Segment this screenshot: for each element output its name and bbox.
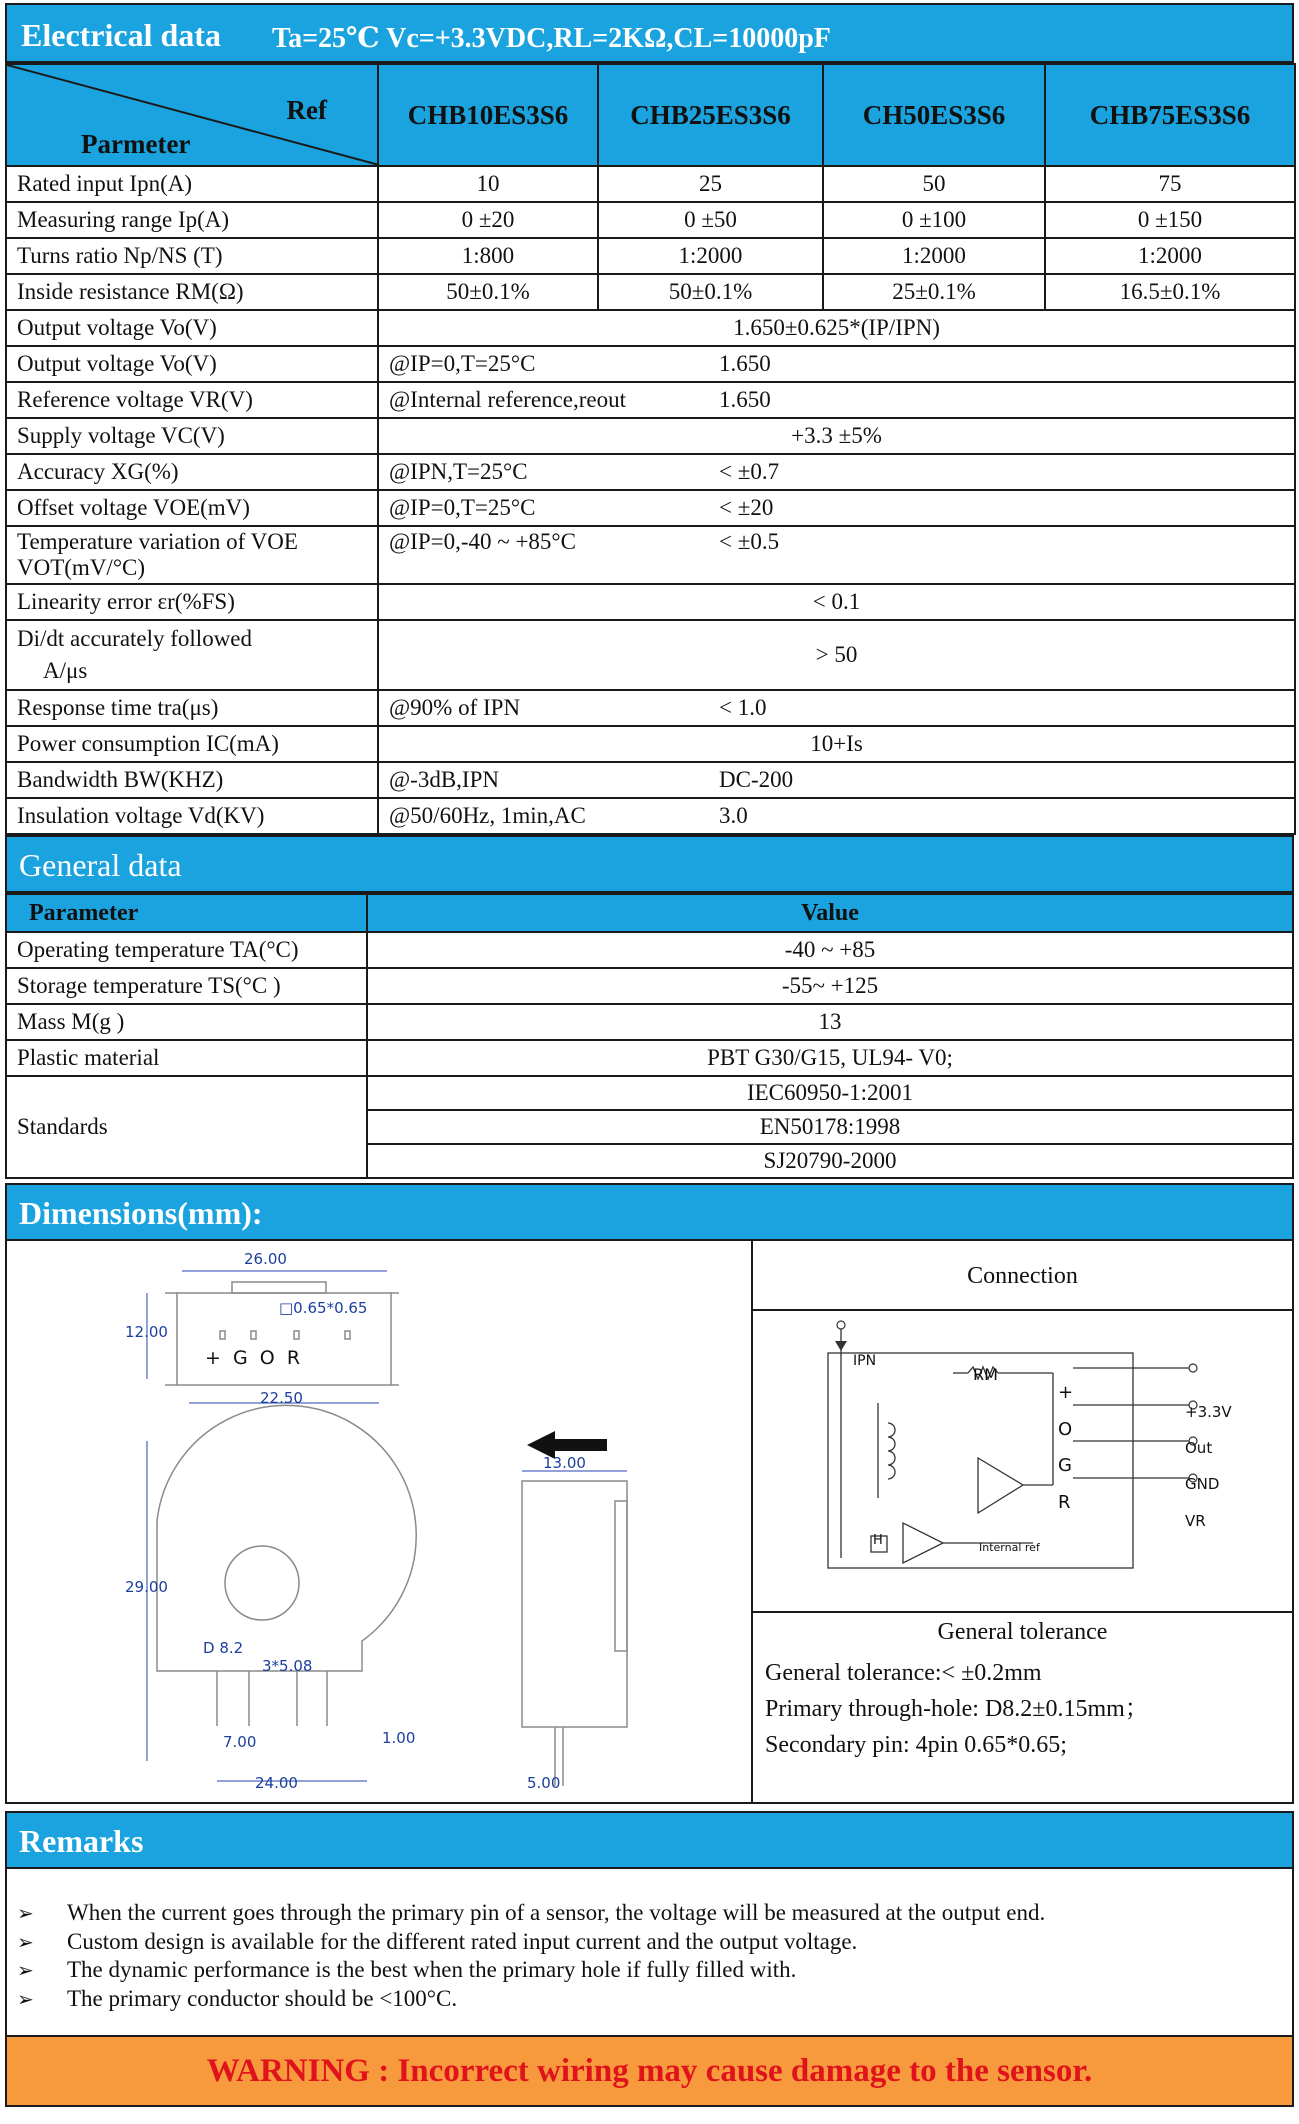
condition-text: @IP=0,T=25°C — [389, 495, 536, 520]
table-row — [6, 202, 1295, 238]
value-cell: < 0.1 — [378, 584, 1295, 620]
list-item — [17, 1899, 1282, 1928]
dimensions-header — [5, 1183, 1294, 1241]
cond-value-cell — [378, 526, 1295, 584]
param-cell: Bandwidth BW(KHZ) — [6, 762, 378, 798]
param-cell: Linearity error εr(%FS) — [6, 584, 378, 620]
tolerance-lines — [765, 1655, 1149, 1763]
electrical-data-header — [5, 3, 1294, 63]
value-cell: 0 ±150 — [1045, 202, 1295, 238]
table-row — [6, 382, 1295, 418]
pin-label-g: G — [1058, 1455, 1072, 1476]
output-label: VR — [1185, 1512, 1206, 1530]
value-cell: SJ20790-2000 — [367, 1144, 1293, 1178]
parameter-label: Parmeter — [81, 129, 191, 159]
dim-label: 29.00 — [125, 1578, 168, 1596]
table-row — [6, 418, 1295, 454]
value-cell: 1:2000 — [1045, 238, 1295, 274]
condition-text: @IP=0,T=25°C — [389, 351, 536, 376]
param-cell — [6, 620, 378, 690]
value-text: DC-200 — [719, 767, 794, 792]
value-cell: PBT G30/G15, UL94- V0; — [367, 1040, 1293, 1076]
value-cell: 0 ±50 — [598, 202, 823, 238]
remark-text: The primary conductor should be <100°C. — [67, 1985, 458, 2011]
pin-label-plus: + — [1058, 1382, 1074, 1403]
param-cell: Output voltage Vo(V) — [6, 310, 378, 346]
remark-text: The dynamic performance is the best when the primary hole if fully filled with. — [67, 1957, 797, 1982]
value-cell: 75 — [1045, 166, 1295, 202]
general-table — [5, 893, 1294, 1179]
dim-label: 3*5.08 — [262, 1657, 313, 1675]
tolerance-title: General tolerance — [753, 1611, 1292, 1651]
value-cell: 10 — [378, 166, 598, 202]
table-row — [6, 310, 1295, 346]
table-row — [6, 968, 1293, 1004]
value-cell: EN50178:1998 — [367, 1110, 1293, 1144]
condition-text: @IP=0,-40 ~ +85°C — [389, 529, 576, 554]
value-cell: -55~ +125 — [367, 968, 1293, 1004]
param-cell: Standards — [6, 1076, 367, 1178]
param-line: Temperature variation of VOE — [17, 529, 298, 554]
value-cell: -40 ~ +85 — [367, 932, 1293, 968]
internal-ref-label: Internal ref — [979, 1541, 1040, 1554]
table-row — [6, 798, 1295, 834]
value-cell: 1:800 — [378, 238, 598, 274]
connection-title: Connection — [753, 1241, 1292, 1311]
rm-label: RM — [973, 1365, 998, 1384]
param-cell: Turns ratio Np/NS (T) — [6, 238, 378, 274]
model-header: CHB10ES3S6 — [378, 64, 598, 166]
remark-text: Custom design is available for the different rated input current and the output voltage. — [67, 1928, 858, 1954]
table-row — [6, 238, 1295, 274]
value-cell: 50±0.1% — [598, 274, 823, 310]
param-cell: Plastic material — [6, 1040, 367, 1076]
param-cell: Response time tra(μs) — [6, 690, 378, 726]
pin-label-r: R — [1058, 1492, 1071, 1513]
value-text: < 1.0 — [719, 695, 767, 720]
param-cell: Output voltage Vo(V) — [6, 346, 378, 382]
table-row — [6, 1076, 1293, 1110]
value-cell: 50 — [823, 166, 1045, 202]
dim-label: 13.00 — [543, 1454, 586, 1472]
param-cell: Mass M(g ) — [6, 1004, 367, 1040]
param-cell: Accuracy XG(%) — [6, 454, 378, 490]
table-row — [6, 762, 1295, 798]
condition-text: @IPN,T=25°C — [389, 459, 528, 484]
electrical-data-title: Electrical data — [21, 17, 221, 53]
param-line: VOT(mV/°C) — [17, 555, 146, 580]
output-label: Out — [1185, 1439, 1213, 1457]
dimension-drawing — [7, 1241, 753, 1802]
tolerance-line: Primary through-hole: D8.2±0.15mm； — [765, 1696, 1149, 1722]
value-text: 1.650 — [719, 387, 771, 412]
cond-value-cell — [378, 382, 1295, 418]
value-cell: 10+Is — [378, 726, 1295, 762]
output-label: GND — [1185, 1475, 1220, 1493]
table-row — [6, 1004, 1293, 1040]
table-row — [6, 454, 1295, 490]
value-cell: 1:2000 — [823, 238, 1045, 274]
value-column-header: Value — [367, 894, 1293, 932]
dim-label: 26.00 — [244, 1250, 287, 1268]
dimension-drawings — [7, 1241, 753, 1802]
value-cell: 0 ±100 — [823, 202, 1045, 238]
param-cell: Rated input Ipn(A) — [6, 166, 378, 202]
value-cell: 1.650±0.625*(IP/IPN) — [378, 310, 1295, 346]
remarks-header — [5, 1811, 1294, 1869]
dim-label: 24.00 — [255, 1774, 298, 1792]
general-data-header — [5, 835, 1294, 893]
model-header: CHB75ES3S6 — [1045, 64, 1295, 166]
warning-banner — [5, 2035, 1294, 2107]
model-header: CH50ES3S6 — [823, 64, 1045, 166]
value-cell: 50±0.1% — [378, 274, 598, 310]
tolerance-line: Secondary pin: 4pin 0.65*0.65; — [765, 1732, 1067, 1758]
remarks-list — [5, 1869, 1294, 2035]
output-label: +3.3V — [1185, 1403, 1232, 1421]
value-text: 3.0 — [719, 803, 748, 828]
table-row — [6, 1040, 1293, 1076]
dim-label: D 8.2 — [203, 1639, 244, 1657]
table-row — [6, 932, 1293, 968]
condition-text: @50/60Hz, 1min,AC — [389, 803, 586, 828]
value-cell: 25±0.1% — [823, 274, 1045, 310]
cond-value-cell — [378, 798, 1295, 834]
table-row — [6, 346, 1295, 382]
bullet-icon: ➢ — [17, 1901, 34, 1925]
warning-text: WARNING : Incorrect wiring may cause damage to the sensor. — [206, 2053, 1093, 2089]
condition-text: @90% of IPN — [389, 695, 521, 720]
datasheet-page — [5, 3, 1294, 2107]
param-cell: Reference voltage VR(V) — [6, 382, 378, 418]
dim-label: □0.65*0.65 — [279, 1299, 368, 1317]
param-cell: Storage temperature TS(°C ) — [6, 968, 367, 1004]
dimensions-title: Dimensions(mm): — [19, 1195, 263, 1231]
param-cell: Power consumption IC(mA) — [6, 726, 378, 762]
value-cell: +3.3 ±5% — [378, 418, 1295, 454]
h-label: H — [873, 1533, 883, 1548]
dim-label: 7.00 — [223, 1733, 257, 1751]
value-cell: IEC60950-1:2001 — [367, 1076, 1293, 1110]
table-row — [6, 620, 1295, 690]
table-row — [6, 690, 1295, 726]
general-data-title: General data — [19, 847, 182, 883]
value-cell: 13 — [367, 1004, 1293, 1040]
dim-label: 22.50 — [260, 1389, 303, 1407]
dim-label: 12.00 — [125, 1323, 168, 1341]
param-cell: Insulation voltage Vd(KV) — [6, 798, 378, 834]
condition-text: @-3dB,IPN — [389, 767, 499, 792]
dim-label: 1.00 — [382, 1729, 416, 1747]
parameter-column-header: Parameter — [6, 894, 367, 932]
dim-label: 5.00 — [527, 1774, 561, 1792]
bullet-icon: ➢ — [17, 1958, 34, 1982]
param-line: Di/dt accurately followed — [17, 626, 253, 651]
value-cell: 16.5±0.1% — [1045, 274, 1295, 310]
pin-labels: + G O R — [205, 1347, 301, 1369]
ipn-label: IPN — [853, 1353, 877, 1369]
bullet-icon: ➢ — [17, 1929, 34, 1954]
table-row — [6, 274, 1295, 310]
ref-parameter-cell — [6, 64, 378, 166]
cond-value-cell — [378, 490, 1295, 526]
condition-text: @Internal reference,reout — [389, 387, 626, 412]
param-cell: Supply voltage VC(V) — [6, 418, 378, 454]
cond-value-cell — [378, 690, 1295, 726]
table-row — [6, 726, 1295, 762]
value-text: 1.650 — [719, 351, 771, 376]
param-cell — [6, 526, 378, 584]
param-line: A/μs — [43, 658, 88, 683]
list-item — [17, 1928, 1282, 1957]
cond-value-cell — [378, 346, 1295, 382]
dimensions-area — [5, 1241, 1294, 1804]
param-cell: Offset voltage VOE(mV) — [6, 490, 378, 526]
table-row — [6, 526, 1295, 584]
value-cell: 1:2000 — [598, 238, 823, 274]
tolerance-line: General tolerance:< ±0.2mm — [765, 1660, 1042, 1686]
param-cell: Inside resistance RM(Ω) — [6, 274, 378, 310]
test-conditions: Ta=25℃ Vc=+3.3VDC,RL=2KΩ,CL=10000pF — [272, 23, 831, 54]
connection-panel — [753, 1241, 1292, 1802]
cond-value-cell — [378, 762, 1295, 798]
value-cell: > 50 — [378, 620, 1295, 690]
ref-label: Ref — [286, 95, 327, 125]
table-row — [6, 166, 1295, 202]
value-text: < ±20 — [719, 495, 774, 520]
remarks-title: Remarks — [19, 1823, 144, 1859]
value-cell: 25 — [598, 166, 823, 202]
bullet-icon: ➢ — [17, 1986, 34, 2011]
cond-value-cell — [378, 454, 1295, 490]
value-text: < ±0.5 — [719, 529, 780, 554]
remark-text: When the current goes through the primary pin of a sensor, the voltage will be measured at the output end. — [67, 1900, 1046, 1925]
param-cell: Measuring range Ip(A) — [6, 202, 378, 238]
electrical-table — [5, 63, 1296, 835]
param-cell: Operating temperature TA(°C) — [6, 932, 367, 968]
model-header: CHB25ES3S6 — [598, 64, 823, 166]
table-row — [6, 490, 1295, 526]
table-row — [6, 584, 1295, 620]
connection-schematic — [753, 1313, 1290, 1603]
value-cell: 0 ±20 — [378, 202, 598, 238]
list-item — [17, 1956, 1282, 1985]
pin-label-o: O — [1058, 1419, 1073, 1440]
value-text: < ±0.7 — [719, 459, 780, 484]
list-item — [17, 1985, 1282, 2014]
